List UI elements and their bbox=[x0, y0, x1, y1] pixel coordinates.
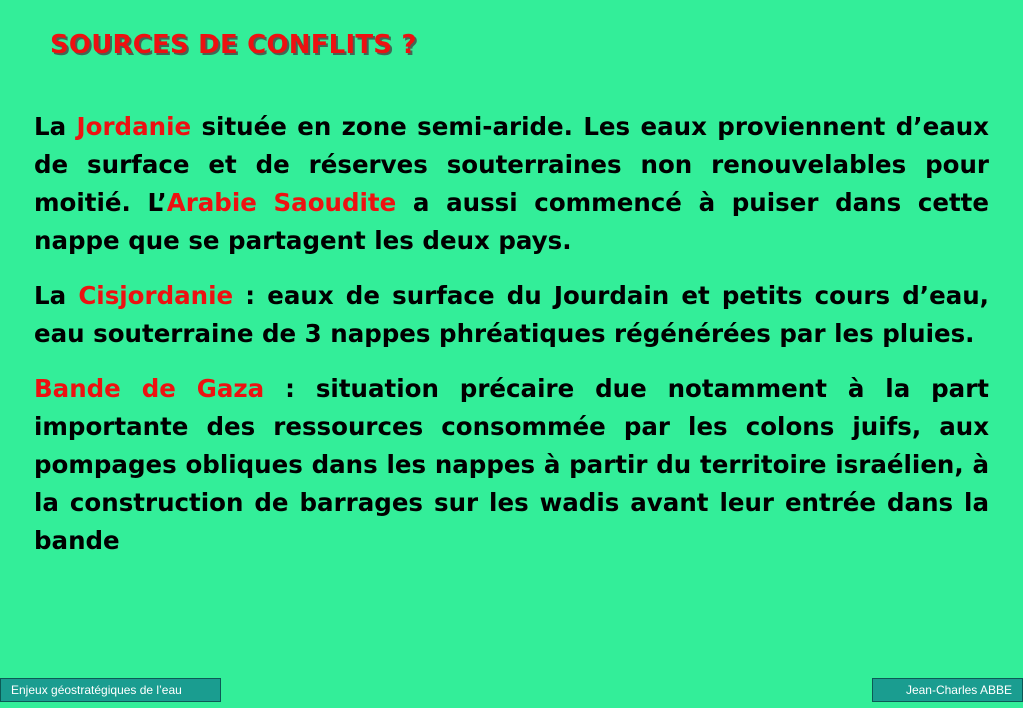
highlight-arabie-saoudite: Arabie Saoudite bbox=[166, 188, 397, 217]
highlight-jordanie: Jordanie bbox=[76, 112, 192, 141]
slide-title: SOURCES DE CONFLITS ? bbox=[50, 30, 417, 60]
text-run: La bbox=[34, 112, 77, 141]
text-run: située en zone semi-aride. Les eaux proviennent d’eaux de surface et de réserves souterraines non renouvelables pour moitié. L’ bbox=[34, 112, 989, 217]
paragraph-jordanie bbox=[34, 108, 989, 260]
paragraph-gaza bbox=[34, 370, 989, 560]
text-run: a aussi commencé à puiser dans cette nappe que se partagent les deux pays. bbox=[34, 188, 990, 255]
text-run: La bbox=[34, 281, 79, 310]
paragraph-cisjordanie bbox=[34, 277, 989, 353]
slide-body bbox=[34, 108, 989, 560]
footer-title: Enjeux géostratégiques de l’eau bbox=[0, 678, 221, 702]
highlight-cisjordanie: Cisjordanie bbox=[78, 281, 234, 310]
text-run: : eaux de surface du Jourdain et petits cours d’eau, eau souterraine de 3 nappes phréatiques régénérées par les pluies. bbox=[34, 281, 989, 348]
text-run: : situation précaire due notamment à la part importante des ressources consommée par les colons juifs, aux pompages obliques dans les nappes à partir du territoire israélien, à la construction de barrages sur les wadis avant leur entrée dans la bande bbox=[34, 374, 989, 555]
highlight-bande-de-gaza: Bande de Gaza bbox=[34, 374, 265, 403]
footer-author: Jean-Charles ABBE bbox=[872, 678, 1023, 702]
